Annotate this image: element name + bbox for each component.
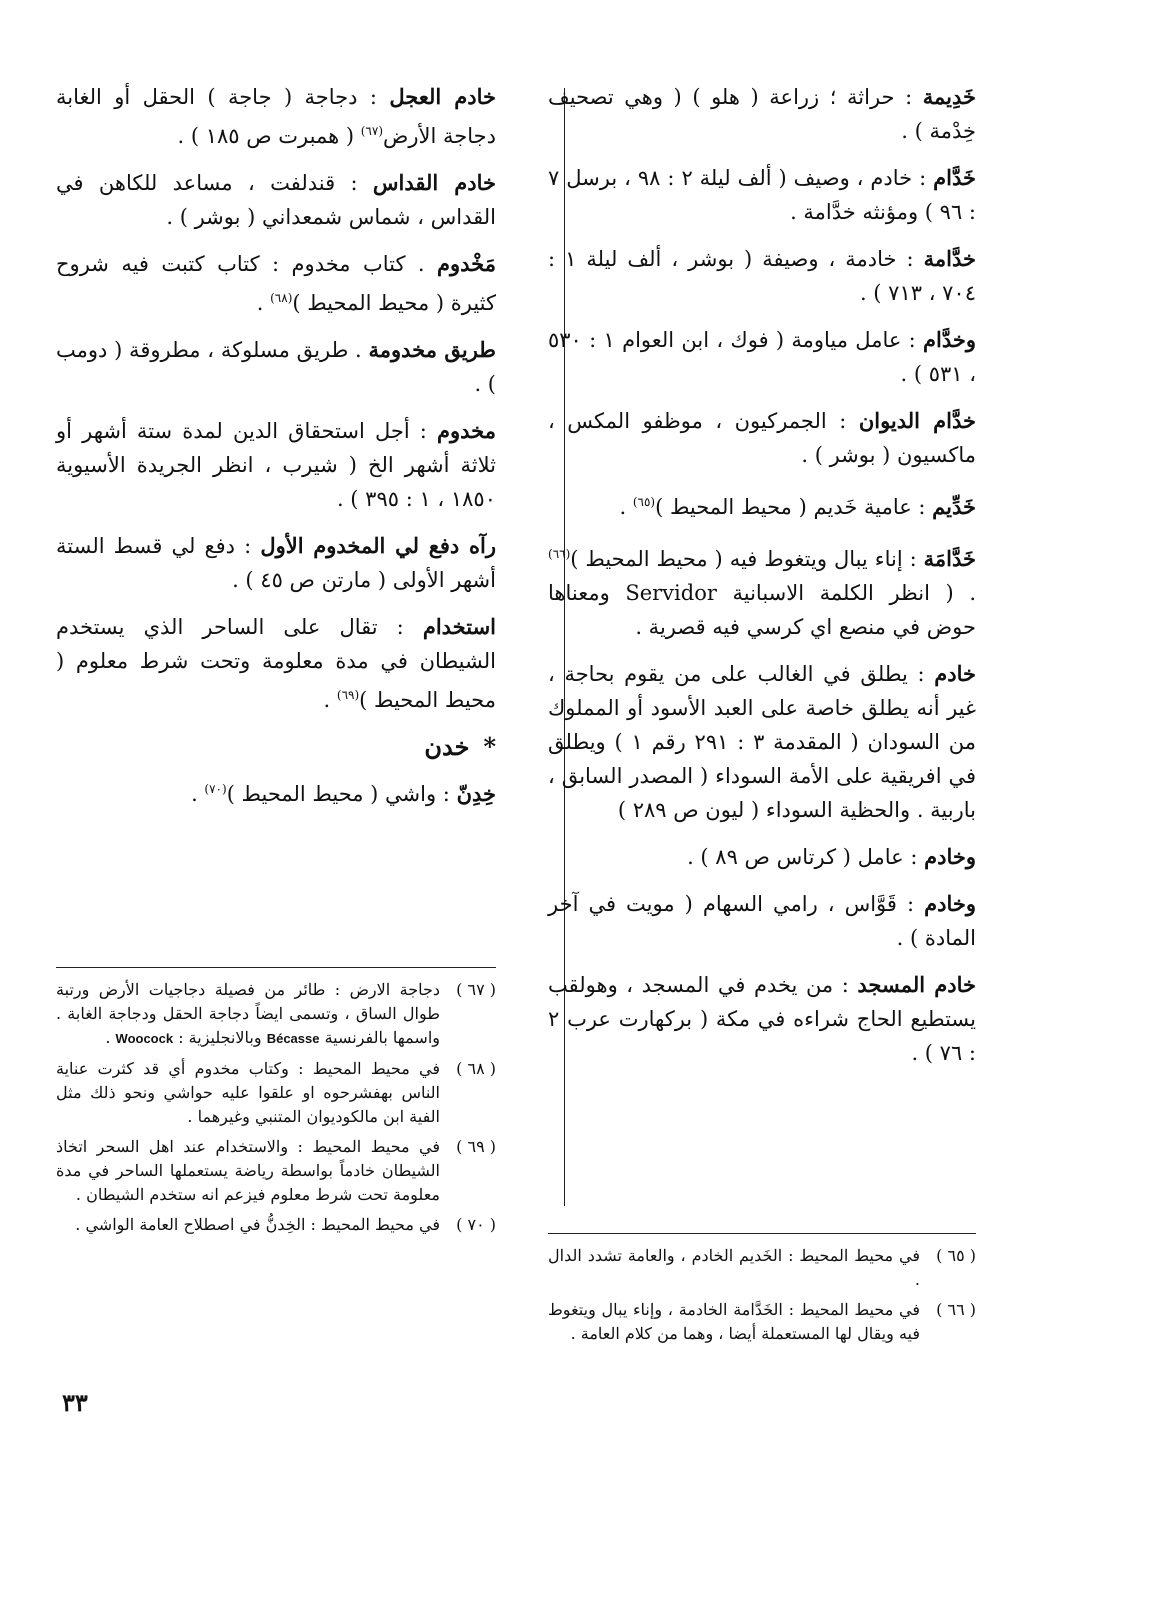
entry-text: . طريق مسلوكة ، مطروقة ( دومب ) .: [56, 338, 496, 396]
entry: [56, 247, 496, 320]
latin-term: Woocock: [115, 1031, 174, 1046]
entry: [56, 80, 496, 153]
entry-text: : عامية خَديم ( محيط المحيط ): [655, 495, 933, 519]
footnote: [56, 1135, 496, 1207]
entry: [548, 404, 976, 472]
entry-headword: طريق مخدومة: [368, 337, 496, 362]
entry-headword: استخدام: [422, 614, 496, 639]
entry: [548, 840, 976, 874]
entry-text: : عامل ( كرتاس ص ٨٩ ) .: [687, 845, 925, 869]
entry-tail: .: [191, 782, 205, 806]
footnote-number: ( ٦٩ ): [456, 1137, 496, 1156]
entry: [56, 772, 496, 811]
entry-text: : عامل مياومة ( فوك ، ابن العوام ١ : ٥٣٠ ، ٥٣١ ) .: [548, 328, 976, 386]
entry-text: : دجاجة ( جاجة ) الحقل أو الغابة دجاجة الأرض: [56, 85, 496, 148]
footnote-ref: (٦٧): [360, 124, 383, 138]
entry-tail: ( همبرت ص ١٨٥ ) .: [177, 124, 361, 148]
entry-headword: خادم: [934, 661, 976, 686]
entry-text: : قندلفت ، مساعد للكاهن في القداس ، شماس شمعداني ( بوشر ) .: [56, 171, 496, 229]
footnote-number: ( ٦٧ ): [456, 980, 496, 999]
entry-text: : من يخدم في المسجد ، وهولقب يستطيع الحاج شراءه في مكة ( بركهارت عرب ٢ : ٧٦ ) .: [548, 973, 976, 1065]
entry-headword: خدَّام الديوان: [858, 408, 976, 433]
entry-text: : واشي ( محيط المحيط ): [226, 782, 457, 806]
left-column: [56, 80, 496, 824]
footnote-number: ( ٦٦ ): [936, 1300, 976, 1319]
entry: [548, 887, 976, 955]
entry: [548, 657, 976, 827]
footnote: [56, 1057, 496, 1129]
entry-tail: .: [619, 495, 633, 519]
footnote: [56, 1213, 496, 1237]
footnote-text: في محيط المحيط : الخِدنُّ في اصطلاح العامة الواشي .: [75, 1215, 440, 1234]
entry-headword: خِدِنّ: [456, 781, 496, 806]
entry: [548, 80, 976, 148]
entry: [548, 537, 976, 644]
footnote-rule-right: [548, 1233, 976, 1234]
right-column: [548, 80, 976, 1083]
entry-headword: خَدِيمة: [922, 84, 976, 109]
entry-headword: خادم المسجد: [857, 972, 976, 997]
entry-text: : أجل استحقاق الدين لمدة ستة أشهر أو ثلاثة أشهر الخ ( شيرب ، انظر الجريدة الأسيوية ١٨٥٠ ، ١ : ٣٩٥ ) .: [56, 419, 496, 511]
footnote-ref: (٧٠): [204, 782, 227, 796]
entry: [56, 610, 496, 717]
footnotes-left: [56, 978, 496, 1243]
footnote-text: وبالانجليزية :: [178, 1028, 262, 1047]
entry-text: : قَوَّاس ، رامي السهام ( مويت في آخر المادة ) .: [548, 892, 976, 950]
entry-text: : الجمركيون ، موظفو المكس ، ماكسيون ( بوشر ) .: [548, 409, 976, 467]
entry-tail: .: [256, 291, 271, 315]
entry: [56, 414, 496, 516]
entry-headword: خادم القداس: [372, 170, 496, 195]
root-heading: [56, 730, 496, 764]
footnote-number: ( ٧٠ ): [456, 1215, 496, 1234]
entry-headword: وخدَّام: [923, 327, 976, 352]
footnotes-right: [548, 1244, 976, 1352]
entry-headword: مَخْدوم: [437, 251, 496, 276]
footnote-text: في محيط المحيط : الخَديم الخادم ، والعامة تشدد الدال .: [548, 1246, 920, 1289]
entry: [56, 529, 496, 597]
entry-tail: .: [323, 688, 337, 712]
entry: [548, 161, 976, 229]
footnote-ref: (٦٩): [336, 688, 360, 702]
entry: [56, 166, 496, 234]
footnote-text: دجاجة الارض : طائر من فصيلة دجاجيات الأرض ورتبة طوال الساق ، وتسمى ايضاً دجاجة الحقل ودجاجة الغابة . واسمها بالفرنسية: [56, 980, 440, 1047]
entry-text: : تقال على الساحر الذي يستخدم الشيطان في مدة معلومة وتحت شرط معلوم ( محيط المحيط ): [56, 615, 496, 712]
entry-headword: خَدَّام: [933, 165, 976, 190]
entry-headword: خادم العجل: [389, 84, 496, 109]
footnote-text: في محيط المحيط : وكتاب مخدوم أي قد كثرت عناية الناس بهفشرحوه او علقوا عليه حواشي ونحو ذلك مثل الفية ابن مالكوديوان المتنبي وغيرهما .: [56, 1059, 440, 1126]
entry-headword: مخدوم: [437, 418, 496, 443]
entry: [548, 242, 976, 310]
asterisk-icon: *: [483, 732, 496, 761]
page-number: ٣٣: [62, 1388, 88, 1417]
entry: [548, 968, 976, 1070]
entry-text: : دفع لي قسط الستة أشهر الأولى ( مارتن ص ٤٥ ) .: [56, 534, 496, 592]
footnote-number: ( ٦٥ ): [936, 1246, 976, 1265]
entry-text: : خادمة ، وصيفة ( بوشر ، ألف ليلة ١ : ٧٠٤ ، ٧١٣ ) .: [548, 247, 976, 305]
entry-headword: خَدِّيم: [932, 494, 976, 519]
entry-headword: وخادم: [924, 891, 976, 916]
footnote-tail: .: [105, 1028, 116, 1047]
entry-headword: وخادم: [924, 844, 976, 869]
entry-tail: . ( انظر الكلمة الاسبانية Servidor ومعناها حوض في منصع اي كرسي فيه قصرية .: [548, 581, 976, 639]
entry: [548, 323, 976, 391]
entry: [56, 333, 496, 401]
entry-text: : حراثة ؛ زراعة ( هلو ) ( وهي تصحيف خِدْمة ) .: [548, 85, 976, 143]
footnote: [56, 978, 496, 1051]
entry-text: . كتاب مخدوم : كتاب كتبت فيه شروح كثيرة ( محيط المحيط ): [56, 252, 496, 315]
entry-headword: رآه دفع لي المخدوم الأول: [260, 533, 496, 558]
entry-text: : يطلق في الغالب على من يقوم بحاجة ، غير أنه يطلق خاصة على العبد الأسود أو المملوك من السودان ( المقدمة ٣ : ٢٩١ رقم ١ ) ويطلق في افريقية على الأمة السوداء ( المصدر السابق ، باربية . والحظية السوداء ( ليون ص ٢٨٩ ): [548, 662, 976, 822]
footnote-number: ( ٦٨ ): [456, 1059, 496, 1078]
footnote: [548, 1244, 976, 1292]
latin-term: Bécasse: [266, 1031, 320, 1046]
footnote-text: في محيط المحيط : والاستخدام عند اهل السحر اتخاذ الشيطان خادماً بواسطة رياضة يستعملها الساحر في مدة معلومة تحت شرط معلوم فيزعم انه ستخدم الشيطان .: [56, 1137, 440, 1204]
footnote-ref: (٦٦): [548, 547, 571, 561]
entry-text: : خادم ، وصيف ( ألف ليلة ٢ : ٩٨ ، برسل ٧ : ٩٦ ) ومؤنثه خدَّامة .: [548, 166, 976, 224]
footnote: [548, 1298, 976, 1346]
entry-headword: خدَّامة: [923, 246, 976, 271]
entry-headword: خَدَّامَة: [923, 546, 976, 571]
footnote-ref: (٦٥): [632, 495, 656, 509]
root-word: خدن: [424, 732, 470, 761]
footnote-ref: (٦٨): [270, 291, 293, 305]
footnote-rule-left: [56, 967, 496, 968]
entry-text: : إناء يبال ويتغوط فيه ( محيط المحيط ): [570, 547, 924, 571]
footnote-text: في محيط المحيط : الخَدَّامة الخادمة ، وإناء يبال ويتغوط فيه ويقال لها المستعملة أيضا ، وهما من كلام العامة .: [548, 1300, 920, 1343]
entry: [548, 485, 976, 524]
